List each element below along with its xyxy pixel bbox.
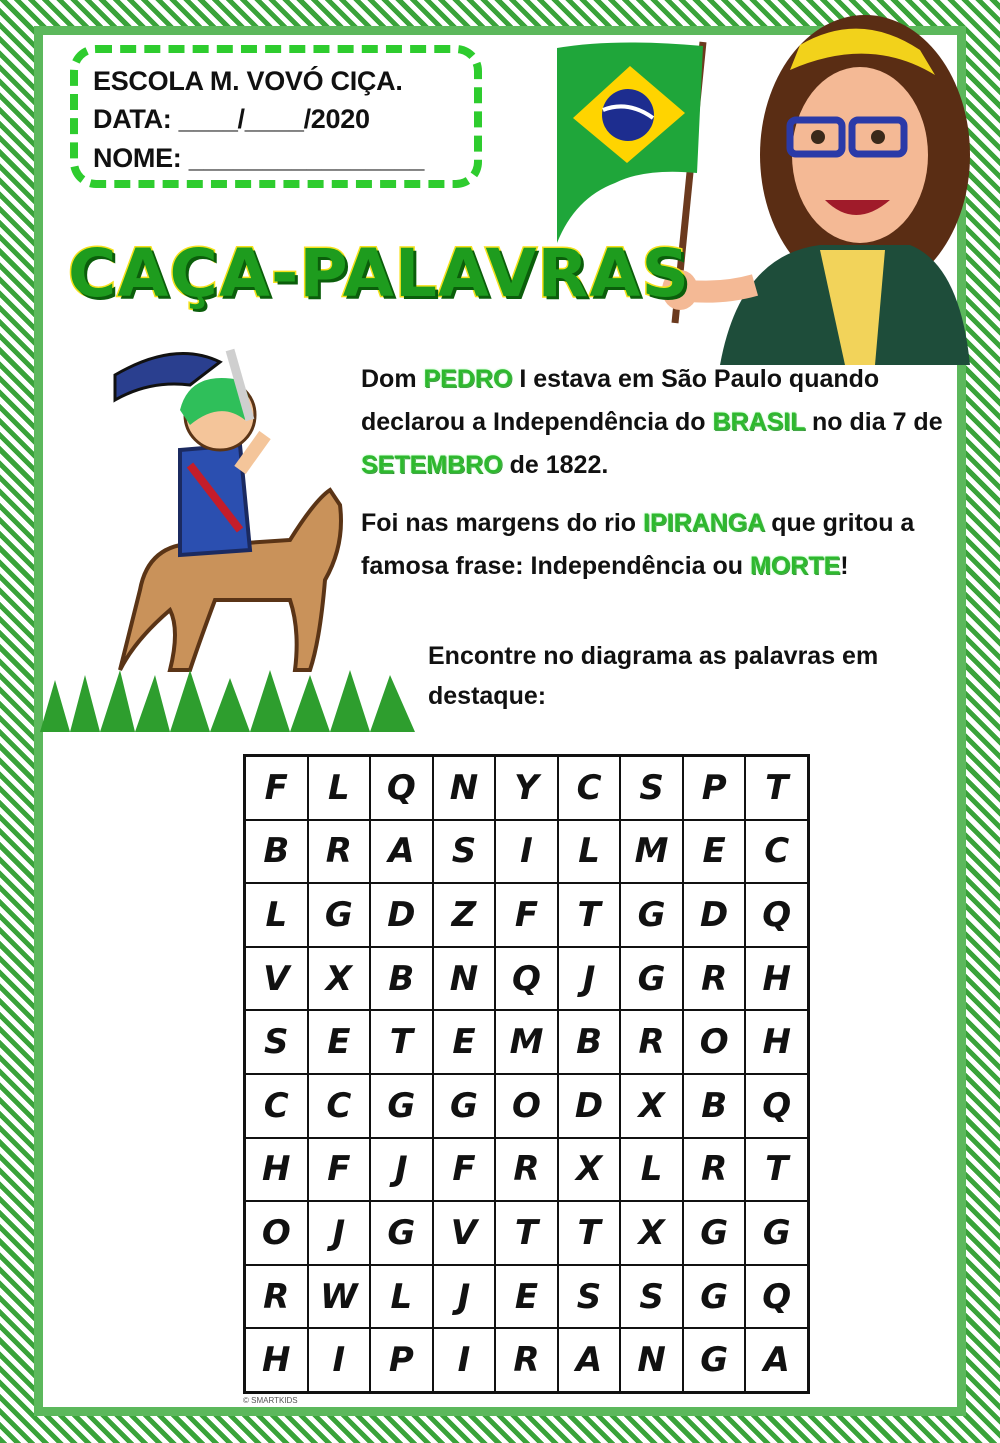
grid-cell[interactable]: M [620, 820, 683, 884]
school-name: ESCOLA M. VOVÓ CIÇA. [93, 66, 403, 96]
grid-cell[interactable]: T [370, 1010, 433, 1074]
grid-cell[interactable]: R [683, 947, 746, 1011]
grid-cell[interactable]: R [495, 1138, 558, 1202]
word-search-grid [243, 754, 810, 1394]
grid-cell[interactable]: Z [433, 883, 496, 947]
grid-cell[interactable]: D [683, 883, 746, 947]
name-field: NOME: ________________ [93, 143, 425, 173]
grid-cell[interactable]: M [495, 1010, 558, 1074]
dom-pedro-horse-illustration [40, 340, 415, 732]
grid-cell[interactable]: W [308, 1265, 371, 1329]
grid-cell[interactable]: N [433, 756, 496, 820]
grid-cell[interactable]: Q [745, 883, 808, 947]
grid-cell[interactable]: J [370, 1138, 433, 1202]
grid-cell[interactable]: V [433, 1201, 496, 1265]
grid-cell[interactable]: J [558, 947, 621, 1011]
grid-cell[interactable]: X [308, 947, 371, 1011]
grid-cell[interactable]: G [370, 1201, 433, 1265]
grid-cell[interactable]: J [433, 1265, 496, 1329]
grid-cell[interactable]: L [370, 1265, 433, 1329]
grid-cell[interactable]: P [370, 1328, 433, 1392]
grid-cell[interactable]: G [620, 883, 683, 947]
grid-cell[interactable]: Q [370, 756, 433, 820]
grid-cell[interactable]: J [308, 1201, 371, 1265]
grid-cell[interactable]: C [308, 1074, 371, 1138]
grid-cell[interactable]: F [308, 1138, 371, 1202]
grid-cell[interactable]: P [683, 756, 746, 820]
grid-cell[interactable]: O [683, 1010, 746, 1074]
grid-cell[interactable]: L [245, 883, 308, 947]
grid-cell[interactable]: O [495, 1074, 558, 1138]
grid-cell[interactable]: T [745, 1138, 808, 1202]
highlight-word-pedro: PEDRO [423, 365, 513, 393]
grid-cell[interactable]: X [620, 1074, 683, 1138]
grid-cell[interactable]: F [495, 883, 558, 947]
grid-cell[interactable]: C [745, 820, 808, 884]
grid-cell[interactable]: S [620, 1265, 683, 1329]
grid-cell[interactable]: R [308, 820, 371, 884]
grid-cell[interactable]: E [433, 1010, 496, 1074]
grid-cell[interactable]: X [620, 1201, 683, 1265]
paragraph-1-text-a: Dom [361, 365, 424, 393]
grid-cell[interactable]: G [683, 1265, 746, 1329]
grid-cell[interactable]: D [558, 1074, 621, 1138]
paragraph-1-text-c: no dia 7 de [805, 408, 943, 436]
paragraph-2-text-a: Foi nas margens do rio [361, 509, 643, 537]
grid-cell[interactable]: B [245, 820, 308, 884]
grid-cell[interactable]: G [745, 1201, 808, 1265]
grid-cell[interactable]: T [745, 756, 808, 820]
grid-cell[interactable]: F [245, 756, 308, 820]
grid-cell[interactable]: R [683, 1138, 746, 1202]
grid-cell[interactable]: H [245, 1138, 308, 1202]
grid-cell[interactable]: A [558, 1328, 621, 1392]
grid-cell[interactable]: B [683, 1074, 746, 1138]
grid-cell[interactable]: I [308, 1328, 371, 1392]
grid-cell[interactable]: S [558, 1265, 621, 1329]
paragraph-2-text-c: ! [840, 552, 849, 580]
instruction-text: Encontre no diagrama as palavras em destaque: [428, 642, 879, 710]
grid-cell[interactable]: A [745, 1328, 808, 1392]
grid-cell[interactable]: L [558, 820, 621, 884]
grid-cell[interactable]: H [245, 1328, 308, 1392]
grid-cell[interactable]: S [245, 1010, 308, 1074]
grid-cell[interactable]: B [558, 1010, 621, 1074]
grid-cell[interactable]: S [620, 756, 683, 820]
grid-cell[interactable]: H [745, 947, 808, 1011]
grid-cell[interactable]: G [620, 947, 683, 1011]
grid-cell[interactable]: V [245, 947, 308, 1011]
paragraph-1 [361, 358, 961, 487]
grid-cell[interactable]: Q [745, 1074, 808, 1138]
paragraph-2-text-b: que gritou a famosa frase: Independência ou [361, 509, 915, 580]
grid-cell[interactable]: C [245, 1074, 308, 1138]
highlight-word-setembro: SETEMBRO [361, 451, 503, 479]
grid-cell[interactable]: R [245, 1265, 308, 1329]
watermark: © SMARTKIDS [243, 1396, 298, 1405]
grid-cell[interactable]: G [683, 1328, 746, 1392]
grid-cell[interactable]: H [745, 1010, 808, 1074]
grid-cell[interactable]: B [370, 947, 433, 1011]
paragraph-1-text-d: de 1822. [502, 451, 609, 479]
page-title: CAÇA-PALAVRAS [68, 235, 690, 312]
grid-cell[interactable]: E [683, 820, 746, 884]
grid-cell[interactable]: A [370, 820, 433, 884]
grid-cell[interactable]: T [495, 1201, 558, 1265]
grid-cell[interactable]: S [433, 820, 496, 884]
highlight-word-brasil: BRASIL [712, 408, 806, 436]
highlight-word-morte: MORTE [750, 552, 841, 580]
grid-cell[interactable]: Q [495, 947, 558, 1011]
grid-cell[interactable]: Q [745, 1265, 808, 1329]
grid-cell[interactable]: T [558, 883, 621, 947]
grid-cell[interactable]: R [620, 1010, 683, 1074]
grid-cell[interactable]: R [495, 1328, 558, 1392]
grid-cell[interactable]: N [620, 1328, 683, 1392]
grid-cell[interactable]: N [433, 947, 496, 1011]
grid-cell[interactable]: T [558, 1201, 621, 1265]
grid-cell[interactable]: L [308, 756, 371, 820]
grid-cell[interactable]: L [620, 1138, 683, 1202]
grid-cell[interactable]: X [558, 1138, 621, 1202]
grid-cell[interactable]: G [308, 883, 371, 947]
highlight-word-ipiranga: IPIRANGA [643, 509, 765, 537]
grid-cell[interactable]: G [370, 1074, 433, 1138]
grid-cell[interactable]: C [558, 756, 621, 820]
grid-cell[interactable]: G [683, 1201, 746, 1265]
grid-cell[interactable]: Y [495, 756, 558, 820]
grid-cell[interactable]: D [370, 883, 433, 947]
grid-cell[interactable]: E [495, 1265, 558, 1329]
teacher-avatar-illustration [660, 5, 970, 365]
grid-cell[interactable]: G [433, 1074, 496, 1138]
grid-cell[interactable]: E [308, 1010, 371, 1074]
grid-cell[interactable]: F [433, 1138, 496, 1202]
grid-cell[interactable]: O [245, 1201, 308, 1265]
paragraph-2 [361, 502, 951, 588]
date-field: DATA: ____/____/2020 [93, 104, 370, 134]
grid-cell[interactable]: I [495, 820, 558, 884]
grid-cell[interactable]: I [433, 1328, 496, 1392]
paragraph-1-text-b: I estava em São Paulo quando declarou a Independência do [361, 365, 880, 436]
